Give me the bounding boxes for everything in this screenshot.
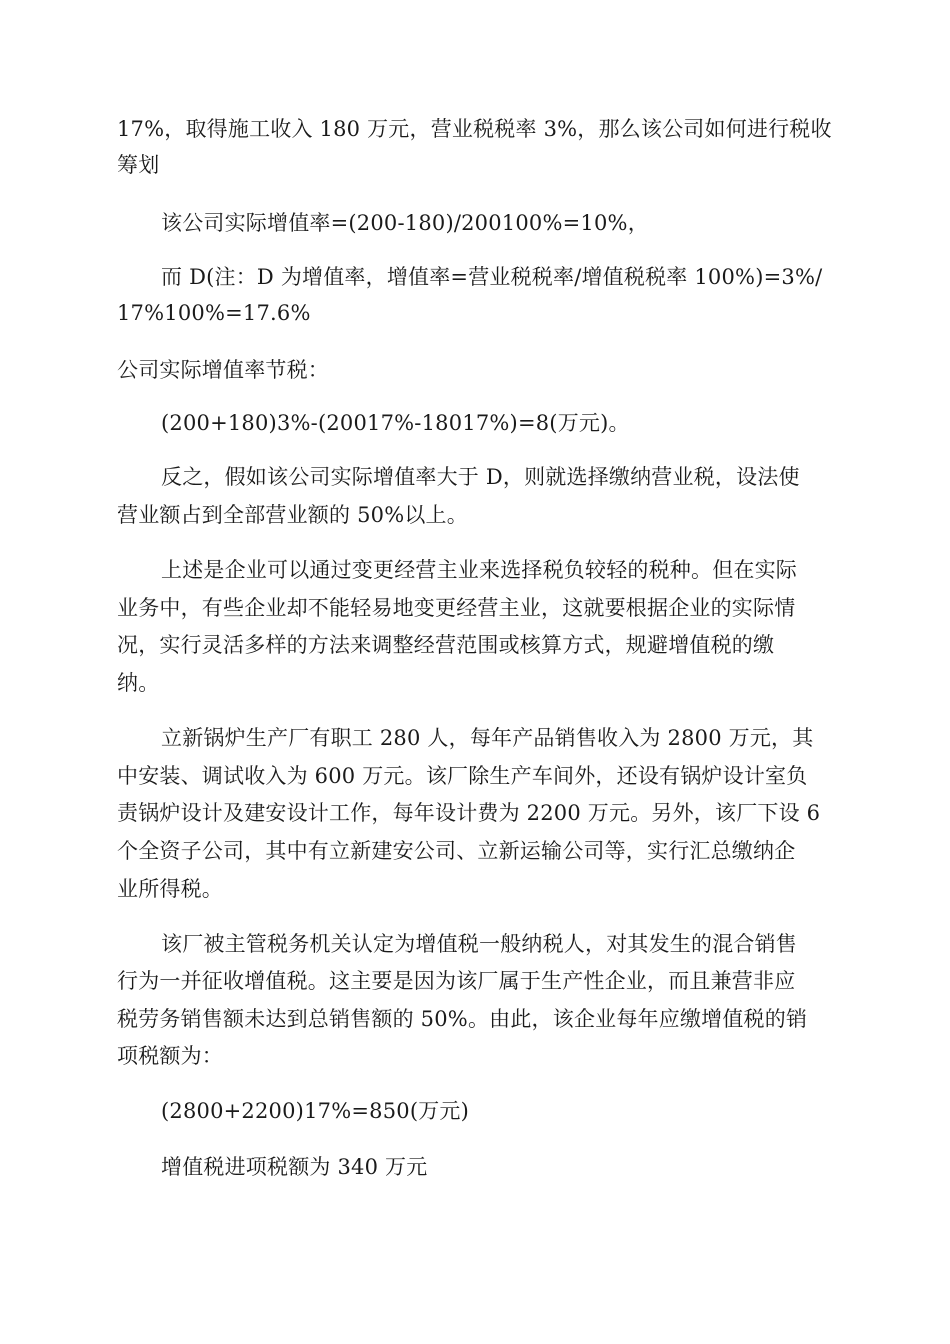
text-line: 况，实行灵活多样的方法来调整经营范围或核算方式，规避增值税的缴 (117, 633, 775, 657)
text-line: 立新锅炉生产厂有职工 280 人，每年产品销售收入为 2800 万元，其 (161, 726, 814, 750)
text-line: 责锅炉设计及建安设计工作，每年设计费为 2200 万元。另外，该厂下设 6 (117, 801, 821, 825)
text-line: 税劳务销售额未达到总销售额的 50%。由此，该企业每年应缴增值税的销 (117, 1007, 808, 1031)
text-line: 该公司实际增值率=(200-180)/200100%=10%， (161, 211, 649, 235)
text-line: 反之，假如该公司实际增值率大于 D，则就选择缴纳营业税，设法使 (161, 465, 800, 489)
text-line: 该厂被主管税务机关认定为增值税一般纳税人，对其发生的混合销售 (161, 932, 797, 956)
text-line: 筹划 (117, 153, 160, 177)
text-line: (200+180)3%-(20017%-18017%)=8(万元)。 (161, 411, 630, 435)
text-line: 营业额占到全部营业额的 50%以上。 (117, 503, 468, 527)
text-line: 而 D(注：D 为增值率，增值率=营业税税率/增值税税率 100%)=3%/ (161, 265, 823, 289)
text-line: 项税额为： (117, 1044, 223, 1068)
text-line: 行为一并征收增值税。这主要是因为该厂属于生产性企业，而且兼营非应 (117, 969, 796, 993)
text-line: 纳。 (117, 671, 160, 695)
text-line: 业务中，有些企业却不能轻易地变更经营主业，这就要根据企业的实际情 (117, 596, 796, 620)
text-line: 中安装、调试收入为 600 万元。该厂除生产车间外，还设有锅炉设计室负 (117, 764, 808, 788)
text-line: 个全资子公司，其中有立新建安公司、立新运输公司等，实行汇总缴纳企 (117, 839, 796, 863)
text-line: (2800+2200)17%=850(万元) (161, 1099, 470, 1123)
text-line: 上述是企业可以通过变更经营主业来选择税负较轻的税种。但在实际 (161, 558, 797, 582)
text-line: 增值税进项税额为 340 万元 (161, 1155, 428, 1179)
text-line: 公司实际增值率节税： (117, 358, 329, 382)
text-line: 17%100%=17.6% (117, 301, 311, 325)
text-line: 17%，取得施工收入 180 万元，营业税税率 3%，那么该公司如何进行税收 (117, 117, 832, 141)
text-line: 业所得税。 (117, 877, 223, 901)
